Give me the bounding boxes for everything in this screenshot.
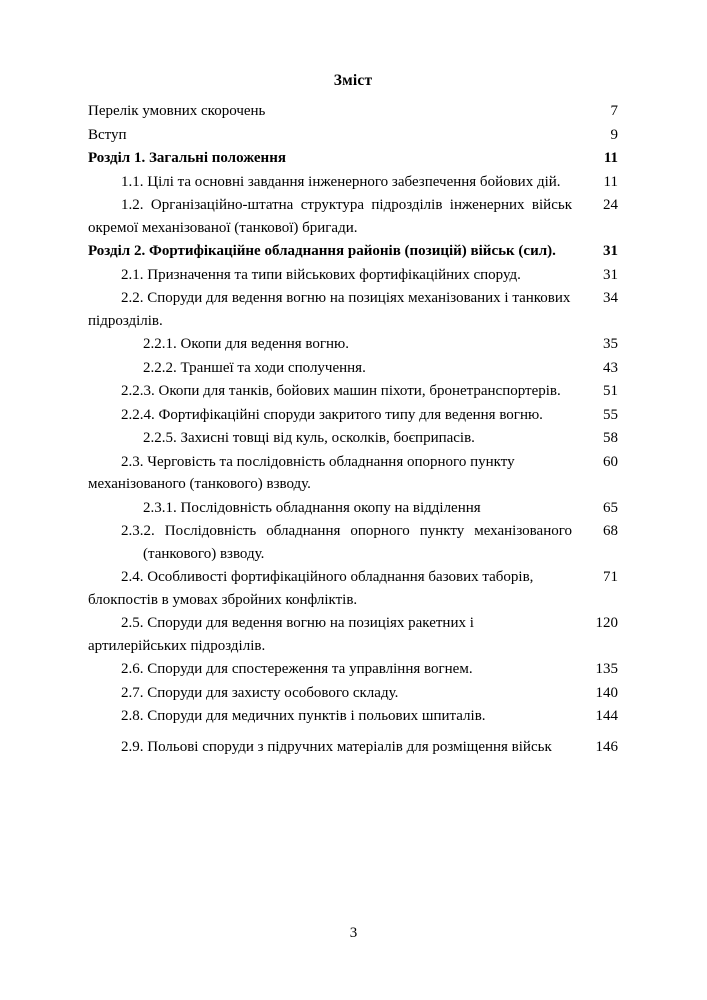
toc-entry[interactable] — [88, 357, 618, 380]
toc-entry-label: 2.2.1. Окопи для ведення вогню. — [143, 336, 349, 352]
toc-entry[interactable] — [88, 147, 618, 170]
toc-entry[interactable] — [88, 264, 618, 287]
toc-entry[interactable] — [88, 705, 618, 728]
toc-entry[interactable] — [88, 520, 618, 565]
toc-entry-page: 43 — [603, 359, 618, 376]
toc-entry-page: 24 — [603, 197, 618, 213]
toc-entry[interactable] — [88, 194, 618, 239]
toc-entry[interactable] — [88, 451, 618, 496]
toc-entry-label: 2.5. Споруди для ведення вогню на позиціях ракетних і артилерійських підрозділів. — [88, 615, 474, 654]
toc-entry[interactable] — [88, 682, 618, 705]
toc-entry-label: 2.2.3. Окопи для танків, бойових машин піхоти, бронетранспортерів. — [121, 383, 561, 399]
toc-entry-page: 11 — [603, 150, 618, 166]
toc-entry-label: 2.3. Черговість та послідовність обладнання опорного пункту механізованого (танкового) взводу. — [88, 453, 515, 492]
folio-number: 3 — [349, 925, 358, 941]
toc-entry-label: Вступ — [88, 126, 127, 143]
toc-entry-page: 135 — [595, 661, 618, 677]
toc-entry-label: 2.4. Особливості фортифікаційного обладнання базових таборів, блокпостів в умовах збройних конфліктів. — [88, 569, 534, 608]
toc-entry-page: 144 — [595, 708, 618, 724]
toc-entry-label: 2.9. Польові споруди з підручних матеріалів для розміщення військ — [121, 738, 552, 755]
toc-entry[interactable] — [88, 427, 618, 450]
toc-entry-label: Розділ 2. Фортифікаційне обладнання районів (позицій) військ (сил). — [88, 243, 556, 259]
toc-entry-page: 35 — [603, 336, 618, 352]
toc-entry-label: 2.6. Споруди для спостереження та управління вогнем. — [121, 661, 473, 677]
toc-entry-page: 60 — [603, 453, 618, 470]
toc-entry-label: 2.3.1. Послідовність обладнання окопу на відділення — [143, 499, 481, 516]
toc-entry-label: Розділ 1. Загальні положення — [88, 150, 286, 166]
toc-entry-page: 55 — [603, 406, 618, 423]
page-title: Зміст — [333, 72, 373, 89]
toc-entry[interactable] — [88, 497, 618, 520]
toc-entry-page: 65 — [603, 499, 618, 516]
toc-entry-page: 11 — [603, 173, 618, 190]
toc-entry[interactable] — [88, 658, 618, 681]
toc-entry-label: 2.7. Споруди для захисту особового складу. — [121, 684, 399, 701]
toc-entry-label: 2.2.2. Траншеї та ходи сполучення. — [143, 359, 366, 376]
toc-entry-page: 34 — [603, 290, 618, 306]
toc-entry[interactable] — [88, 287, 618, 332]
toc-entry[interactable] — [88, 736, 618, 759]
toc-entry-label: 2.3.2. Послідовність обладнання опорного пункту механізованого (танкового) взводу. — [121, 523, 572, 562]
toc-entry-page: 68 — [603, 523, 618, 539]
toc-entry-label: 2.1. Призначення та типи військових фортифікаційних споруд. — [121, 266, 521, 283]
toc-entry-label: 1.1. Цілі та основні завдання інженерного забезпечення бойових дій. — [121, 173, 561, 190]
toc-entry-page: 120 — [595, 615, 618, 631]
toc-entry[interactable] — [88, 612, 618, 657]
toc-container — [88, 72, 618, 759]
toc-entry-page: 140 — [595, 684, 618, 701]
spacer — [88, 729, 618, 736]
toc-entry[interactable] — [88, 380, 618, 403]
toc-entry-label: 2.2. Споруди для ведення вогню на позиціях механізованих і танкових підрозділів. — [88, 290, 571, 329]
toc-entry[interactable] — [88, 171, 618, 194]
toc-entry[interactable] — [88, 240, 618, 263]
toc-entry-page: 31 — [603, 266, 618, 283]
toc-entry-page: 58 — [603, 430, 618, 446]
toc-entry[interactable] — [88, 124, 618, 147]
toc-entry[interactable] — [88, 100, 618, 123]
toc-entry-page: 71 — [603, 569, 618, 585]
toc-entry-page: 146 — [595, 738, 618, 755]
toc-entry-page: 9 — [610, 126, 618, 143]
toc-entry[interactable] — [88, 566, 618, 611]
toc-entry-label: 1.2. Організаційно-штатна структура підрозділів інженерних військ окремої механізованої (танкової) бригади. — [88, 197, 572, 236]
toc-entry-page: 51 — [603, 383, 618, 399]
toc-entry-page: 7 — [610, 103, 618, 119]
toc-entry-label: 2.2.5. Захисні товщі від куль, осколків, боєприпасів. — [143, 430, 475, 446]
toc-entry[interactable] — [88, 333, 618, 356]
toc-entry[interactable] — [88, 404, 618, 427]
toc-entry-page: 31 — [603, 243, 618, 259]
toc-entry-label: 2.2.4. Фортифікаційні споруди закритого типу для ведення вогню. — [121, 406, 543, 423]
toc-entry-label: Перелік умовних скорочень — [88, 103, 266, 119]
toc-entry-label: 2.8. Споруди для медичних пунктів і польових шпиталів. — [121, 708, 486, 724]
